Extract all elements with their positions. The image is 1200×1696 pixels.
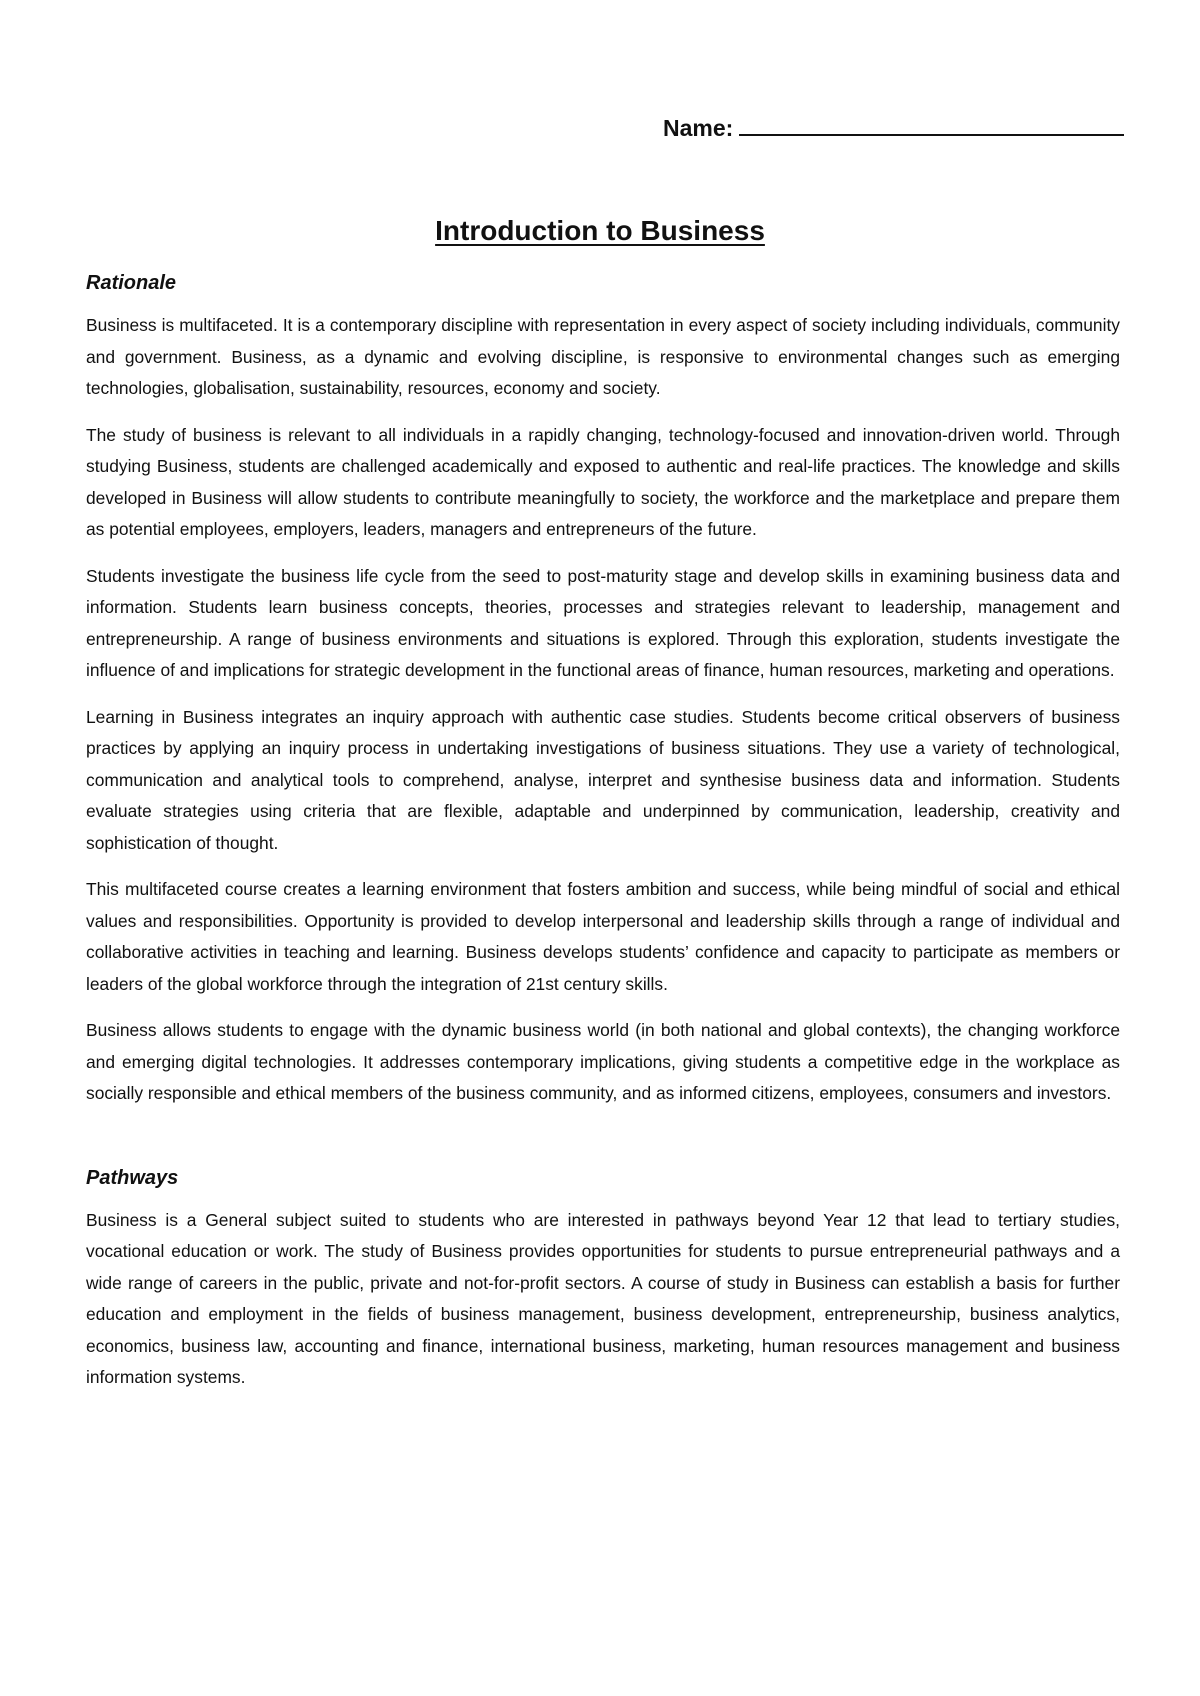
document-title: Introduction to Business	[435, 215, 765, 246]
section-heading: Pathways	[86, 1166, 179, 1189]
section-spacer	[86, 1125, 1120, 1165]
paragraph: Business allows students to engage with the dynamic business world (in both national and global contexts), the changing workforce and emerging digital technologies. It addresses contemporary implications, giving students a competitive edge in the workplace as socially responsible and ethical members of the business community, and as informed citizens, employees, consumers and investors.	[86, 1020, 1120, 1103]
name-field	[663, 115, 1123, 142]
name-label: Name:	[663, 115, 734, 141]
paragraph: Learning in Business integrates an inquiry approach with authentic case studies. Students become critical observers of business practices by applying an inquiry process in undertaking investigations of business situations. They use a variety of technological, communication and analytical tools to comprehend, analyse, interpret and synthesise business data and information. Students evaluate strategies using criteria that are flexible, adaptable and underpinned by communication, leadership, creativity and sophistication of thought.	[86, 706, 1120, 853]
paragraph: This multifaceted course creates a learning environment that fosters ambition and success, while being mindful of social and ethical values and responsibilities. Opportunity is provided to develop interpersonal and leadership skills through a range of individual and collaborative activities in teaching and learning. Business develops students’ confidence and capacity to participate as members or leaders of the global workforce through the integration of 21st century skills.	[86, 879, 1120, 994]
section-pathways	[86, 1165, 1120, 1394]
paragraph: The study of business is relevant to all individuals in a rapidly changing, technology-focused and innovation-driven world. Through studying Business, students are challenged academically and exposed to authentic and real-life practices. The knowledge and skills developed in Business will allow students to contribute meaningfully to society, the workforce and the marketplace and prepare them as potential employees, employers, leaders, managers and entrepreneurs of the future.	[86, 424, 1120, 539]
paragraph: Students investigate the business life cycle from the seed to post-maturity stage and develop skills in examining business data and information. Students learn business concepts, theories, processes and strategies relevant to leadership, management and entrepreneurship. A range of business environments and situations is explored. Through this exploration, students investigate the influence of and implications for strategic development in the functional areas of finance, human resources, marketing and operations.	[86, 565, 1120, 680]
section-rationale	[86, 270, 1120, 1110]
paragraph: Business is a General subject suited to students who are interested in pathways beyond Year 12 that lead to tertiary studies, vocational education or work. The study of Business provides opportunities for students to pursue entrepreneurial pathways and a wide range of careers in the public, private and not-for-profit sectors. A course of study in Business can establish a basis for further education and employment in the fields of business management, business development, entrepreneurship, business analytics, economics, business law, accounting and finance, international business, marketing, human resources management and business information systems.	[86, 1209, 1120, 1387]
section-heading: Rationale	[86, 272, 177, 294]
paragraph: Business is multifaceted. It is a contemporary discipline with representation in every aspect of society including individuals, community and government. Business, as a dynamic and evolving discipline, is responsive to environmental changes such as emerging technologies, globalisation, sustainability, resources, economy and society.	[86, 315, 1120, 398]
document-body	[86, 270, 1120, 1409]
name-blank-line[interactable]	[739, 116, 1124, 136]
